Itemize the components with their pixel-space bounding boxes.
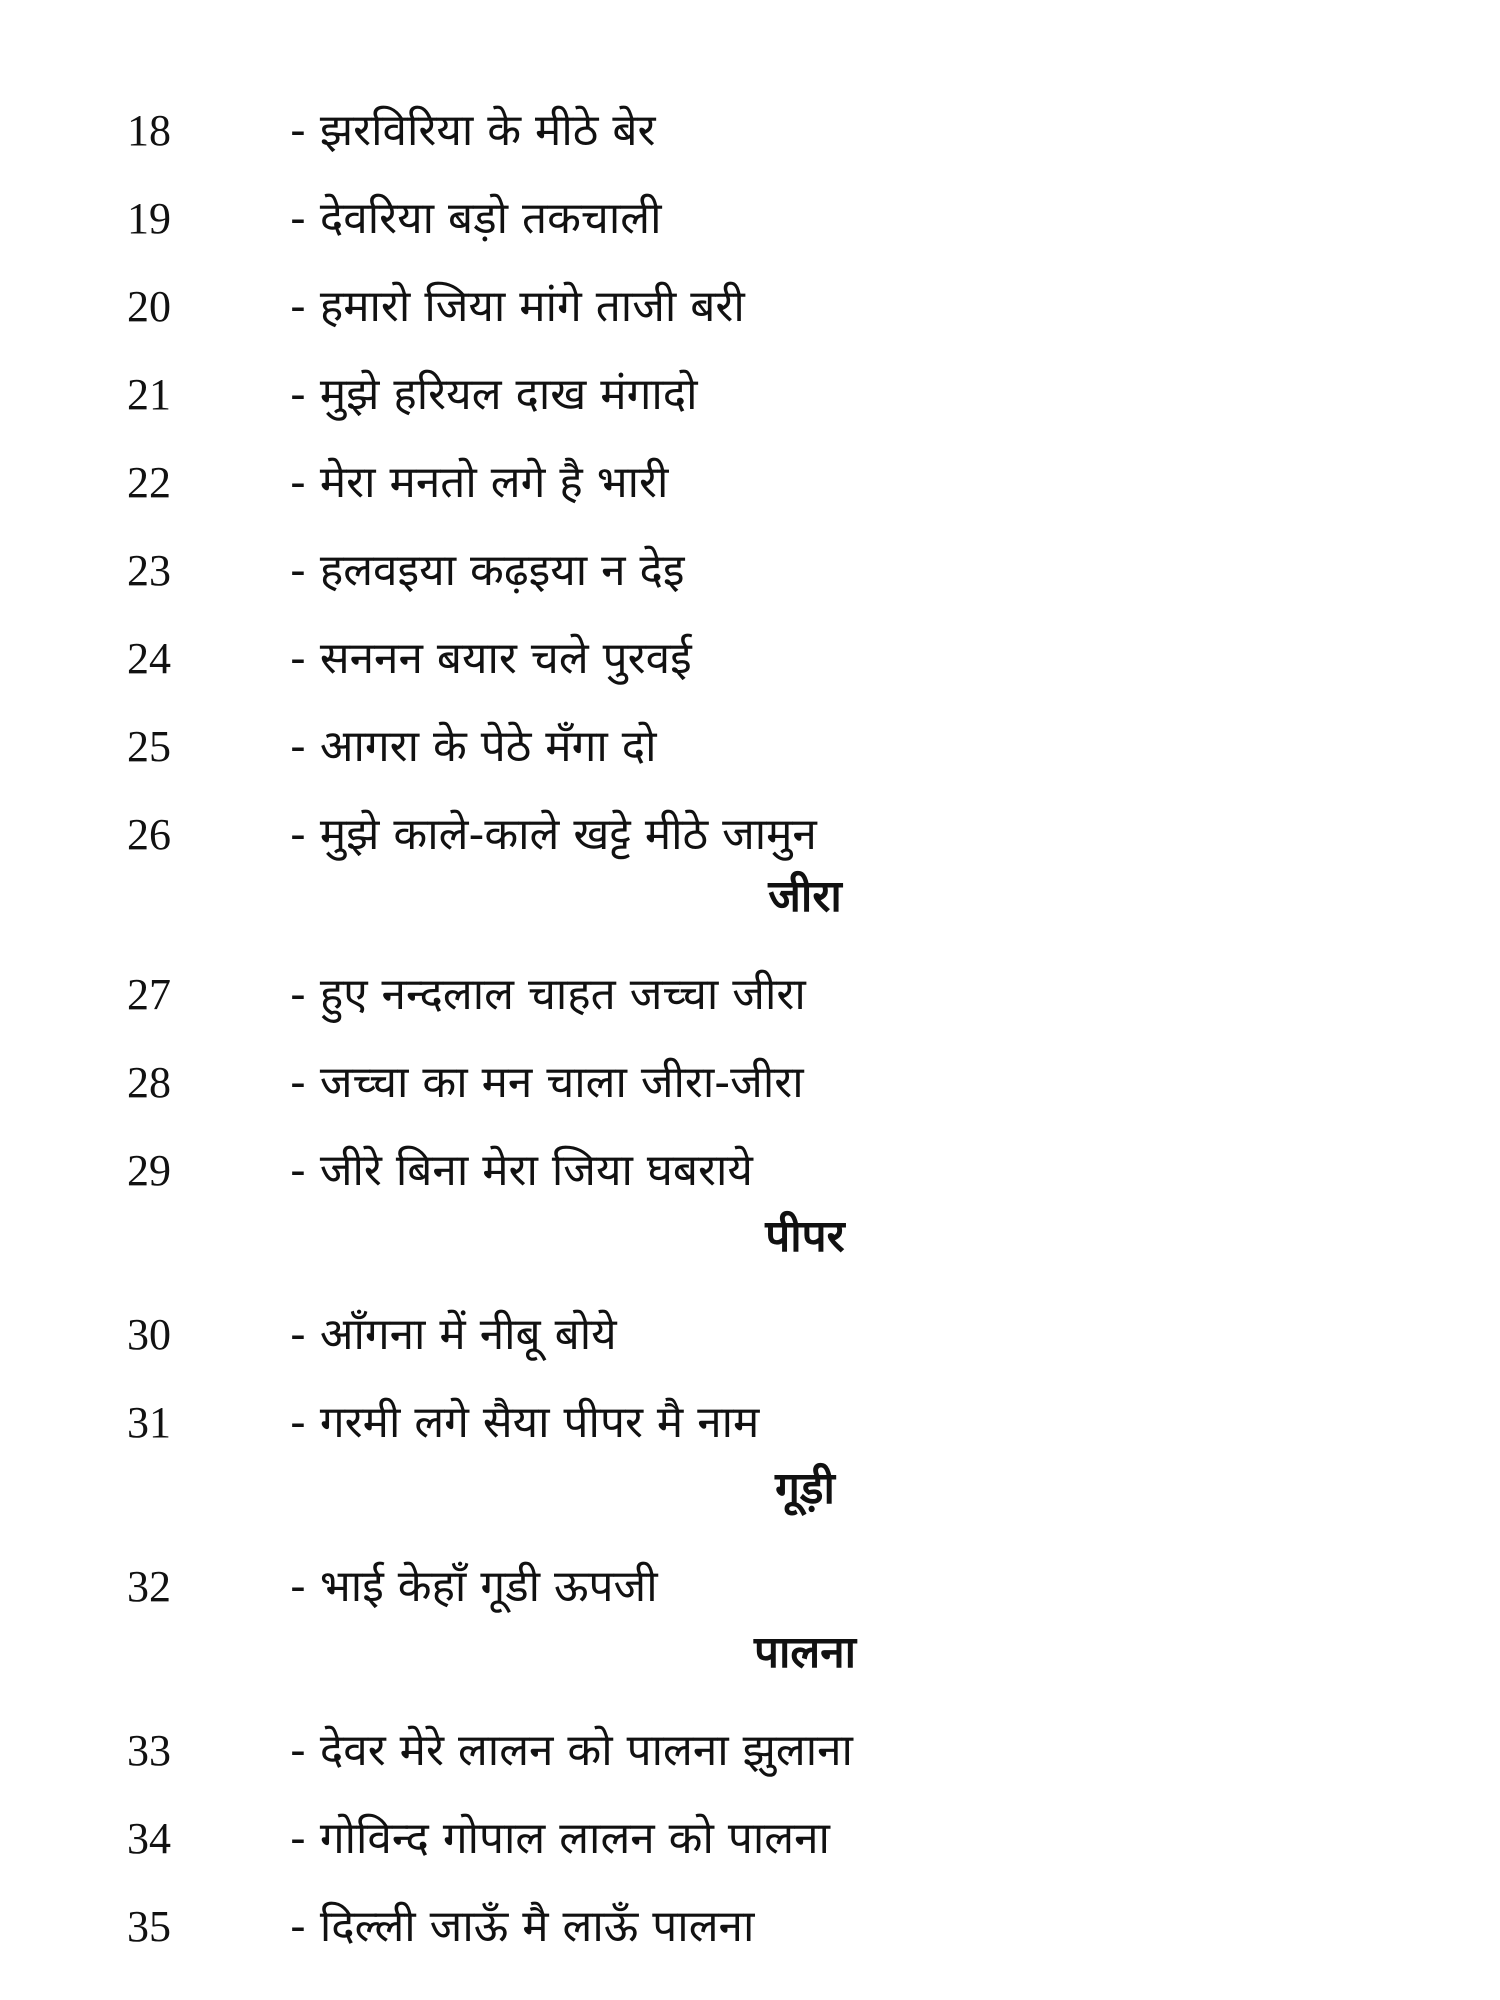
entry-title: - सननन बयार चले पुरवई — [290, 633, 692, 684]
list-item — [0, 1721, 1500, 1781]
entry-number: 26 — [127, 810, 171, 859]
entry-number: 24 — [127, 634, 171, 683]
entry-title: - मुझे काले-काले खट्टे मीठे जामुन — [290, 809, 817, 860]
entry-title: - मुझे हरियल दाख मंगादो — [290, 369, 698, 420]
entry-title: - हमारो जिया मांगे ताजी बरी — [290, 281, 745, 332]
entry-number: 20 — [127, 282, 171, 331]
entry-number: 23 — [127, 546, 171, 595]
list-item — [0, 1809, 1500, 1869]
list-item — [0, 277, 1500, 337]
list-item — [0, 1305, 1500, 1365]
entry-number: 18 — [127, 106, 171, 155]
list-item — [0, 1053, 1500, 1113]
section-heading-goodi: गूड़ी — [775, 1463, 835, 1514]
entry-title: - आँगना में नीबू बोये — [290, 1309, 617, 1360]
entry-title: - हुए नन्दलाल चाहत जच्चा जीरा — [290, 969, 806, 1020]
entry-number: 34 — [127, 1814, 171, 1863]
section-heading-paalna: पालना — [753, 1627, 857, 1678]
entry-title: - झरविरिया के मीठे बेर — [290, 105, 656, 156]
entry-title: - दिल्ली जाऊँ मै लाऊँ पालना — [290, 1901, 755, 1952]
list-item — [0, 541, 1500, 601]
entry-number: 28 — [127, 1058, 171, 1107]
entry-number: 22 — [127, 458, 171, 507]
entry-title: - मेरा मनतो लगे है भारी — [290, 457, 669, 508]
section-heading-jeera: जीरा — [768, 871, 842, 922]
entry-number: 29 — [127, 1146, 171, 1195]
entry-number: 33 — [127, 1726, 171, 1775]
entry-title: - देवरिया बड़ो तकचाली — [290, 193, 662, 244]
entry-number: 27 — [127, 970, 171, 1019]
list-item — [0, 717, 1500, 777]
entry-number: 19 — [127, 194, 171, 243]
entry-number: 25 — [127, 722, 171, 771]
list-item — [0, 1557, 1500, 1617]
list-item — [0, 629, 1500, 689]
list-item — [0, 1141, 1500, 1201]
entry-title: - भाई केहाँ गूडी ऊपजी — [290, 1561, 658, 1612]
list-item — [0, 1897, 1500, 1957]
list-item — [0, 189, 1500, 249]
list-item — [0, 1393, 1500, 1453]
entry-title: - जीरे बिना मेरा जिया घबराये — [290, 1145, 753, 1196]
entry-title: - गोविन्द गोपाल लालन को पालना — [290, 1813, 830, 1864]
entry-title: - हलवइया कढ़इया न देइ — [290, 545, 685, 596]
list-item — [0, 805, 1500, 865]
entry-number: 21 — [127, 370, 171, 419]
list-item — [0, 965, 1500, 1025]
list-item — [0, 101, 1500, 161]
section-heading-peepar: पीपर — [765, 1211, 845, 1262]
entry-number: 30 — [127, 1310, 171, 1359]
entry-title: - देवर मेरे लालन को पालना झुलाना — [290, 1725, 853, 1776]
entry-title: - जच्चा का मन चाला जीरा-जीरा — [290, 1057, 804, 1108]
entry-title: - आगरा के पेठे मँगा दो — [290, 721, 657, 772]
entry-number: 35 — [127, 1902, 171, 1951]
list-item — [0, 453, 1500, 513]
list-item — [0, 365, 1500, 425]
entry-number: 32 — [127, 1562, 171, 1611]
entry-number: 31 — [127, 1398, 171, 1447]
entry-title: - गरमी लगे सैया पीपर मै नाम — [290, 1397, 760, 1448]
